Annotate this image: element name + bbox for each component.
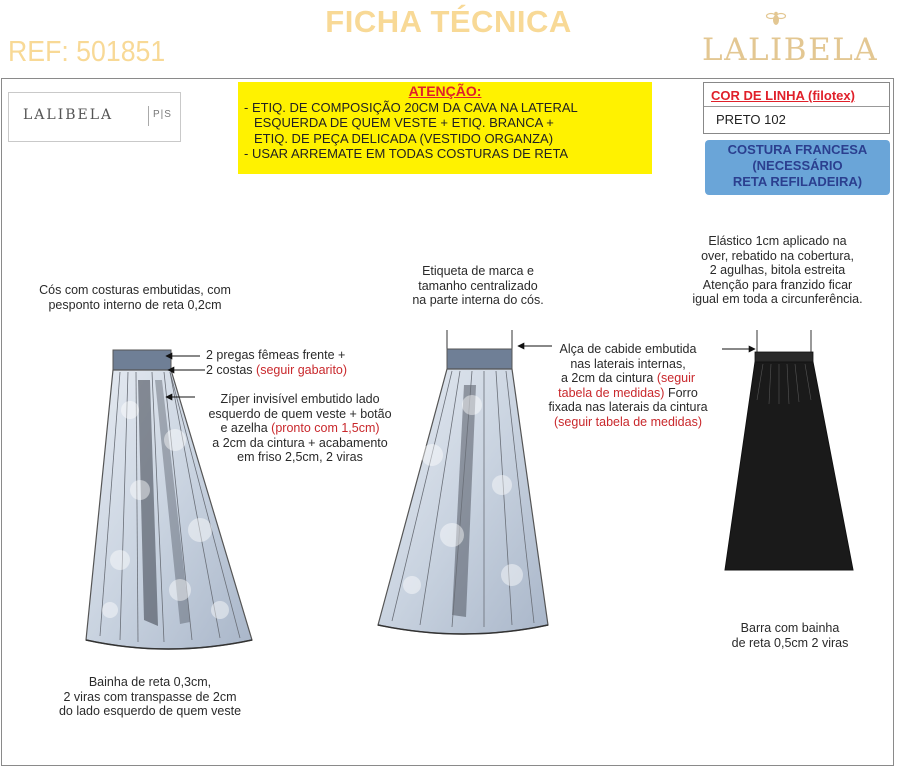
seam-line: (NECESSÁRIO xyxy=(752,158,843,173)
note-line: Barra com bainha xyxy=(740,621,840,635)
attention-line: - USAR ARREMATE EM TODAS COSTURAS DE RETA xyxy=(244,146,569,161)
note-line: Elástico 1cm aplicado na xyxy=(708,234,847,248)
note-highlight: (seguir xyxy=(656,371,696,385)
note-line: Bainha de reta 0,3cm, xyxy=(88,675,212,689)
attention-line: ETIQ. DE PEÇA DELICADA (VESTIDO ORGANZA) xyxy=(254,130,554,146)
page-title: FICHA TÉCNICA xyxy=(325,4,572,39)
note-line: igual em toda a circunferência. xyxy=(692,292,863,306)
note-line: 2 agulhas, bitola estreita xyxy=(709,263,846,277)
note-text: e azelha xyxy=(220,421,272,435)
label-tag-suffix: P|S xyxy=(153,109,172,120)
note-line: 2 viras com transpasse de 2cm xyxy=(63,689,237,704)
note-line: Zíper invisível embutido lado xyxy=(220,392,380,406)
note-line: tamanho centralizado xyxy=(418,278,538,293)
note-line: esquerdo de quem veste + botão xyxy=(208,406,392,421)
thread-color-title: COR DE LINHA (filotex) xyxy=(711,88,855,103)
note-line: 2 pregas fêmeas frente + xyxy=(206,348,346,362)
note-highlight: (pronto com 1,5cm) xyxy=(271,421,380,435)
note-line: over, rebatido na cobertura, xyxy=(701,248,854,263)
seam-line: RETA REFILADEIRA) xyxy=(732,174,863,189)
note-highlight: (seguir gabarito) xyxy=(256,362,348,377)
note-line: nas laterais internas, xyxy=(570,356,686,371)
thread-color-value: PRETO 102 xyxy=(716,112,786,127)
note-line: do lado esquerdo de quem veste xyxy=(58,704,242,718)
note-text: a 2cm da cintura xyxy=(560,371,657,385)
attention-heading: ATENÇÃO: xyxy=(408,83,482,99)
attention-line: ESQUERDA DE QUEM VESTE + ETIQ. BRANCA + xyxy=(254,115,554,130)
note-line: na parte interna do cós. xyxy=(412,293,544,307)
note-highlight: (seguir tabela de medidas) xyxy=(554,414,702,429)
note-line: Alça de cabide embutida xyxy=(559,342,697,356)
note-line: Atenção para franzido ficar xyxy=(702,277,853,292)
note-line: Etiqueta de marca e xyxy=(422,264,534,278)
label-tag-brand: LALIBELA xyxy=(23,107,114,123)
note-text: 2 costas xyxy=(206,362,257,377)
attention-line: - ETIQ. DE COMPOSIÇÃO 20CM DA CAVA NA LATERAL xyxy=(244,99,578,115)
note-text: Forro xyxy=(664,385,698,400)
seam-line: COSTURA FRANCESA xyxy=(727,142,868,157)
note-line: em friso 2,5cm, 2 viras xyxy=(237,450,363,464)
note-line: a 2cm da cintura + acabamento xyxy=(212,435,388,450)
note-line: fixada nas laterais da cintura xyxy=(548,400,708,414)
note-line: de reta 0,5cm 2 viras xyxy=(731,635,849,650)
note-line: pesponto interno de reta 0,2cm xyxy=(48,297,222,312)
note-line: Cós com costuras embutidas, com xyxy=(39,283,231,297)
reference-code: REF: 501851 xyxy=(8,36,166,68)
note-highlight: tabela de medidas) xyxy=(558,385,665,400)
brand-wordmark: LALIBELA xyxy=(702,32,879,68)
